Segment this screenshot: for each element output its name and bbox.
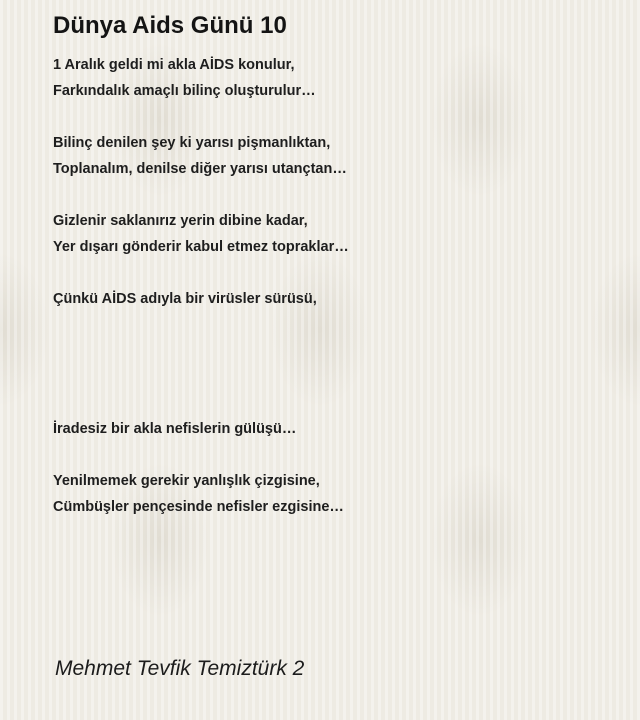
stanza-3 xyxy=(53,208,613,260)
poem-body xyxy=(53,52,613,546)
stanza-2 xyxy=(53,130,613,182)
stanza-1 xyxy=(53,52,613,104)
stanza-4 xyxy=(53,286,613,312)
poem-line: Cümbüşler pençesinde nefisler ezgisine… xyxy=(53,499,344,515)
poem-line: Farkındalık amaçlı bilinç oluşturulur… xyxy=(53,83,316,99)
poem-line: Yenilmemek gerekir yanlışlık çizgisine, xyxy=(53,473,320,489)
poem-line: Toplanalım, denilse diğer yarısı utançtan… xyxy=(53,161,347,177)
poem-line: İradesiz bir akla nefislerin gülüşü… xyxy=(53,421,297,437)
stanza-5 xyxy=(53,416,613,442)
poem-line: Yer dışarı gönderir kabul etmez topraklar… xyxy=(53,239,349,255)
poem-author: Mehmet Tevfik Temiztürk 2 xyxy=(55,657,305,680)
poem-title: Dünya Aids Günü 10 xyxy=(53,12,287,39)
stanza-6 xyxy=(53,468,613,520)
poem-line: 1 Aralık geldi mi akla AİDS konulur, xyxy=(53,57,295,73)
poem-line: Çünkü AİDS adıyla bir virüsler sürüsü, xyxy=(53,291,317,307)
poem-line: Bilinç denilen şey ki yarısı pişmanlıktan, xyxy=(53,135,331,151)
poem-line: Gizlenir saklanırız yerin dibine kadar, xyxy=(53,213,308,229)
